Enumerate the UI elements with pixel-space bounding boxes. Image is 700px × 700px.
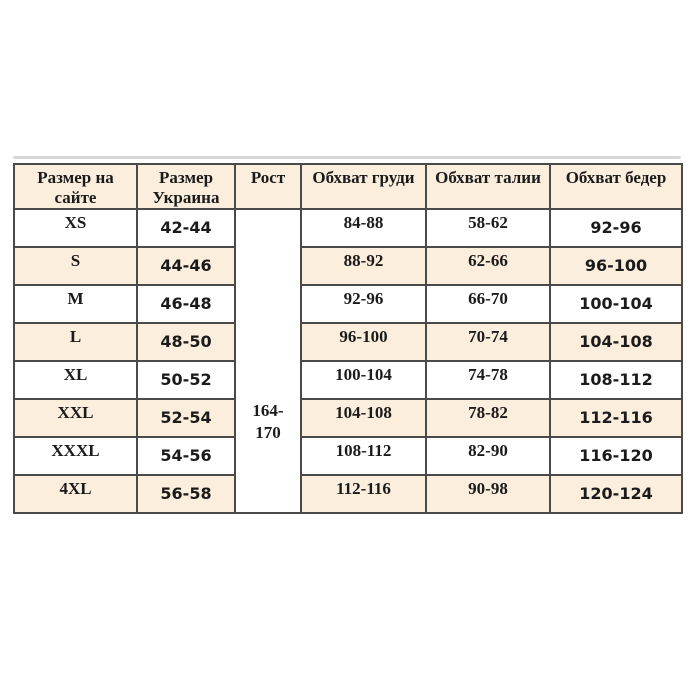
cell-chest: 96-100 (301, 323, 426, 361)
cell-waist: 58-62 (426, 209, 550, 247)
table-row-xs (14, 209, 682, 247)
cell-chest: 84-88 (301, 209, 426, 247)
cell-site: M (14, 285, 137, 323)
cell-chest: 104-108 (301, 399, 426, 437)
cell-hips: 112-116 (550, 399, 682, 437)
header-height: Рост (235, 164, 301, 209)
cell-hips: 92-96 (550, 209, 682, 247)
cell-hips: 108-112 (550, 361, 682, 399)
height-value-line2: 170 (255, 423, 281, 442)
cell-ukraine: 52-54 (137, 399, 235, 437)
cell-waist: 66-70 (426, 285, 550, 323)
cell-ukraine: 54-56 (137, 437, 235, 475)
cell-hips: 100-104 (550, 285, 682, 323)
cell-hips: 104-108 (550, 323, 682, 361)
cell-ukraine: 42-44 (137, 209, 235, 247)
cell-site: L (14, 323, 137, 361)
cell-chest: 92-96 (301, 285, 426, 323)
cell-waist: 78-82 (426, 399, 550, 437)
cell-site: XXXL (14, 437, 137, 475)
cell-chest: 88-92 (301, 247, 426, 285)
cell-ukraine: 44-46 (137, 247, 235, 285)
header-row (14, 164, 682, 209)
cell-ukraine: 48-50 (137, 323, 235, 361)
cell-chest: 108-112 (301, 437, 426, 475)
cell-height-merged (235, 209, 301, 513)
table-row-m (14, 285, 682, 323)
cell-waist: 62-66 (426, 247, 550, 285)
cell-hips: 120-124 (550, 475, 682, 513)
header-size-ukraine: Размер Украина (137, 164, 235, 209)
header-waist: Обхват талии (426, 164, 550, 209)
cell-hips: 96-100 (550, 247, 682, 285)
table-row-xxxl (14, 437, 682, 475)
cell-site: S (14, 247, 137, 285)
cell-ukraine: 50-52 (137, 361, 235, 399)
header-chest: Обхват груди (301, 164, 426, 209)
size-chart (13, 163, 681, 514)
height-value (236, 400, 300, 444)
table-row-4xl (14, 475, 682, 513)
cell-waist: 82-90 (426, 437, 550, 475)
cell-site: XXL (14, 399, 137, 437)
cell-site: 4XL (14, 475, 137, 513)
header-size-site: Размер на сайте (14, 164, 137, 209)
cell-ukraine: 46-48 (137, 285, 235, 323)
cell-waist: 90-98 (426, 475, 550, 513)
table-top-shadow-line (13, 156, 681, 159)
size-table (13, 163, 683, 514)
table-row-xl (14, 361, 682, 399)
cell-chest: 112-116 (301, 475, 426, 513)
cell-hips: 116-120 (550, 437, 682, 475)
cell-site: XS (14, 209, 137, 247)
header-hips: Обхват бедер (550, 164, 682, 209)
table-row-xxl (14, 399, 682, 437)
cell-waist: 70-74 (426, 323, 550, 361)
cell-chest: 100-104 (301, 361, 426, 399)
cell-ukraine: 56-58 (137, 475, 235, 513)
table-row-s (14, 247, 682, 285)
table-row-l (14, 323, 682, 361)
cell-site: XL (14, 361, 137, 399)
cell-waist: 74-78 (426, 361, 550, 399)
height-value-line1: 164- (252, 401, 284, 420)
